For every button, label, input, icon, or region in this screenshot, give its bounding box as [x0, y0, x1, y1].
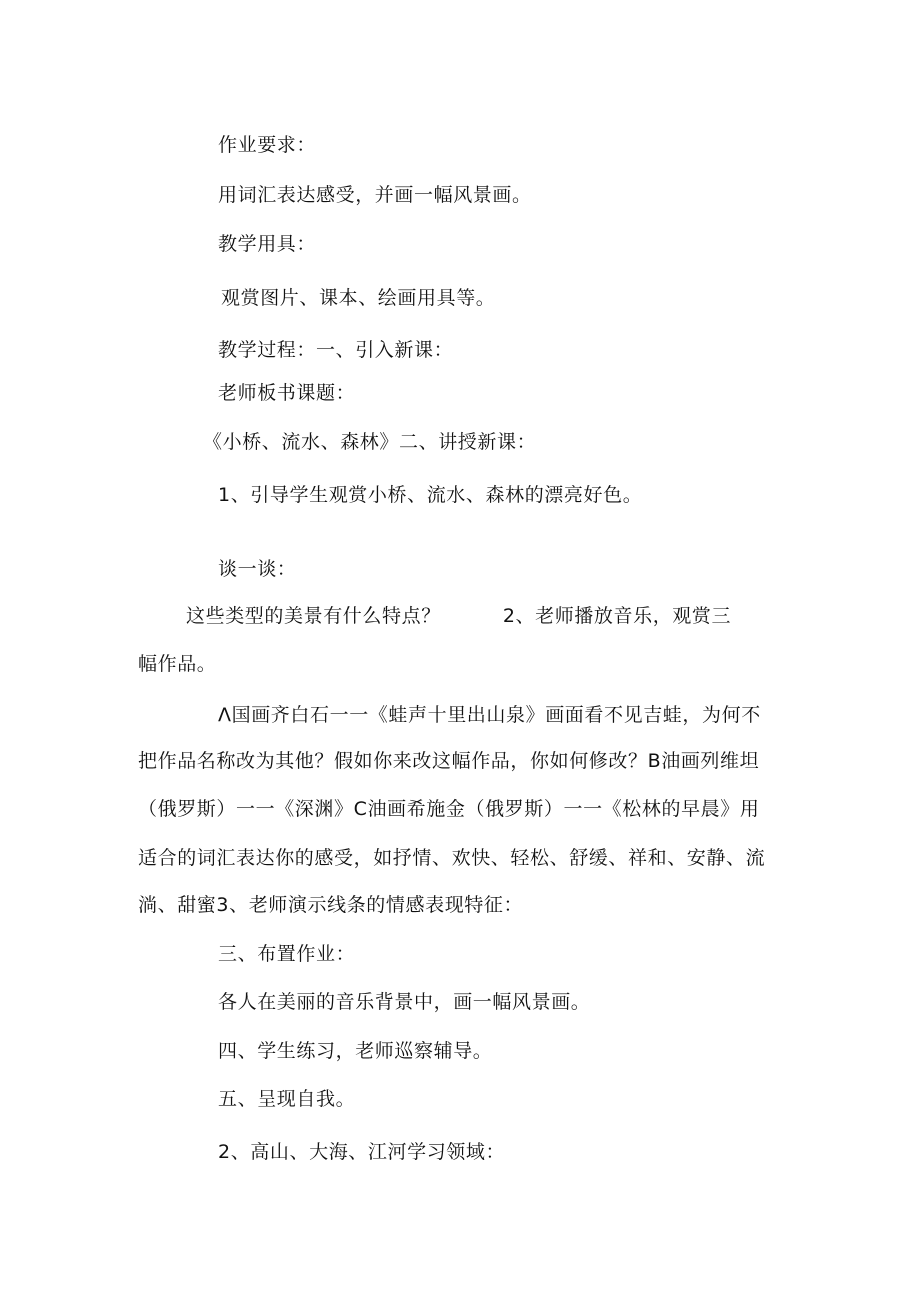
text-line-17: 三、布置作业：: [218, 943, 356, 965]
text-line-14: （俄罗斯）一一《深渊》C油画希施金（俄罗斯）一一《松林的早晨》用: [138, 798, 760, 820]
text-line-9: 谈一谈：: [218, 558, 297, 580]
text-line-6: 老师板书课题：: [218, 382, 356, 404]
text-line-10-step: 2、老师播放音乐，观赏三: [502, 605, 732, 627]
text-line-3: 教学用具：: [218, 233, 317, 255]
text-line-4: 观赏图片、课本、绘画用具等。: [221, 287, 496, 309]
text-line-15: 适合的词汇表达你的感受，如抒情、欢快、轻松、舒缓、祥和、安静、流: [138, 847, 766, 869]
text-line-16: 淌、甜蜜3、老师演示线条的情感表现特征：: [138, 894, 524, 916]
text-line-11: 幅作品。: [138, 653, 217, 675]
text-line-20: 五、呈现自我。: [218, 1088, 356, 1110]
text-line-5: 教学过程：一、引入新课：: [218, 339, 454, 361]
text-line-2: 用词汇表达感受，并画一幅风景画。: [218, 184, 532, 206]
text-line-19: 四、学生练习，老师巡察辅导。: [218, 1040, 493, 1062]
text-line-12: Λ国画齐白石一一《蛙声十里出山泉》画面看不见吉蛙，为何不: [218, 704, 761, 726]
text-line-1: 作业要求：: [218, 134, 317, 156]
text-line-10: [186, 604, 731, 628]
text-line-10-question: 这些类型的美景有什么特点？: [186, 605, 441, 627]
text-line-18: 各人在美丽的音乐背景中，画一幅风景画。: [218, 991, 591, 1013]
text-line-13: 把作品名称改为其他？假如你来改这幅作品，你如何修改？B油画列维坦: [138, 750, 760, 772]
text-line-8: 1、引导学生观赏小桥、流水、森林的漂亮好色。: [218, 484, 643, 506]
text-line-7: 《小桥、流水、森林》二、讲授新课：: [203, 431, 537, 453]
text-line-21: 2、高山、大海、江河学习领域：: [218, 1141, 506, 1163]
